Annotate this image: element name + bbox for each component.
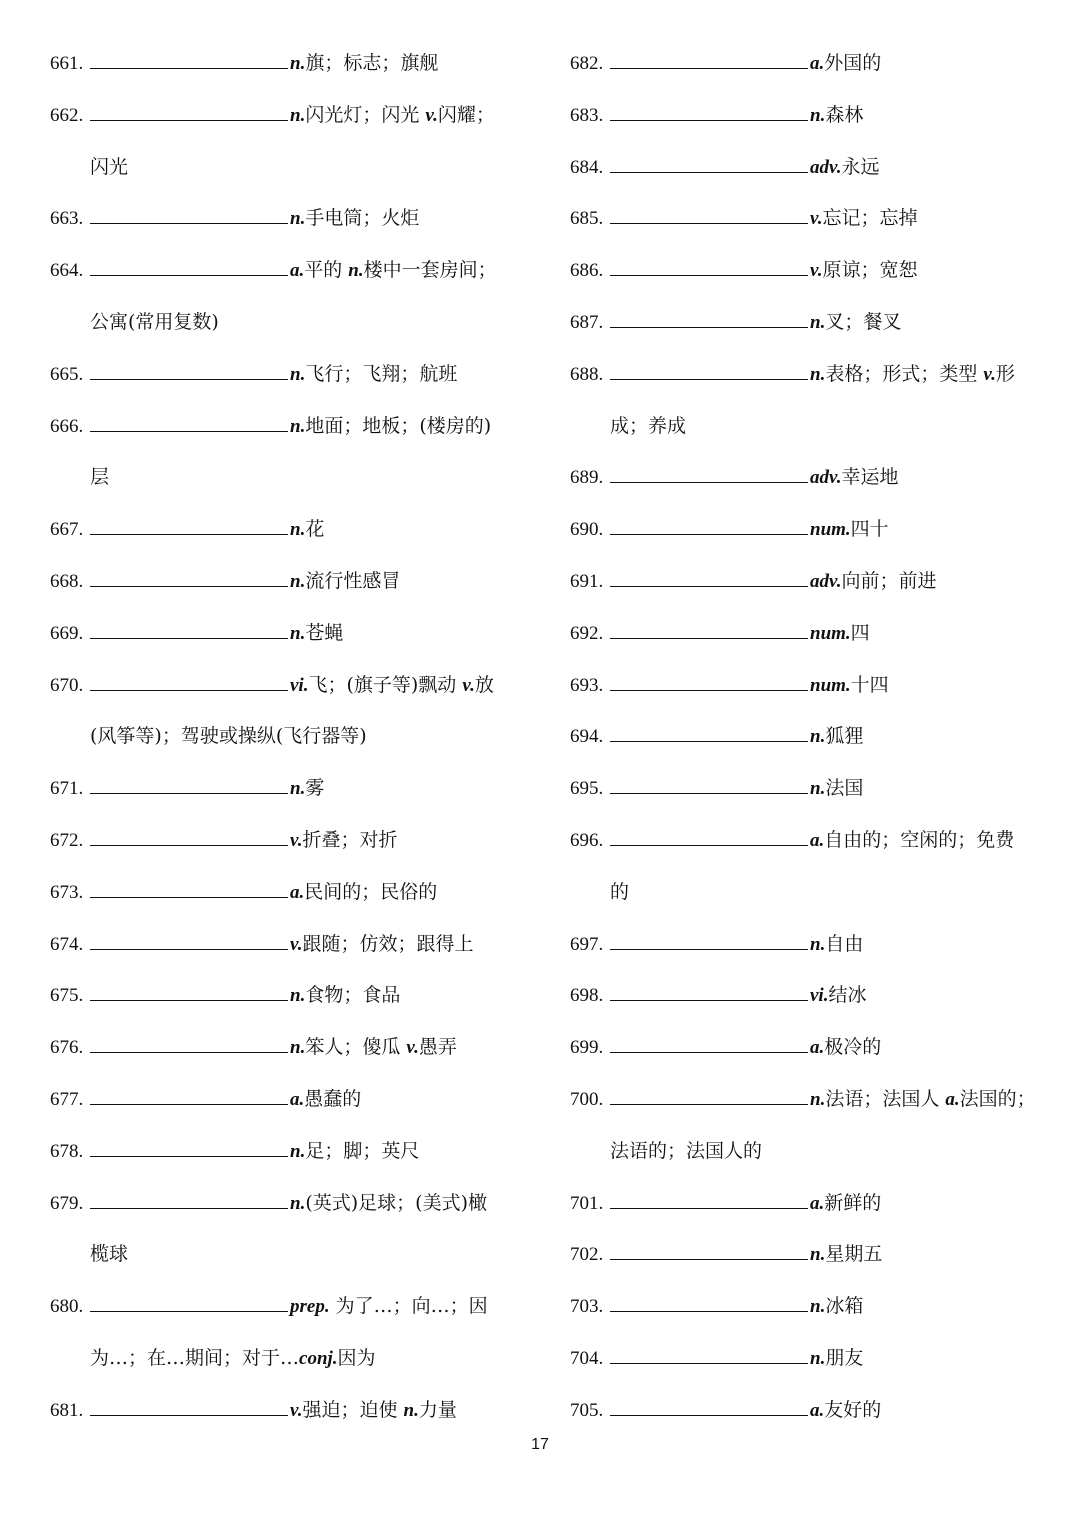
answer-blank[interactable] — [610, 775, 808, 794]
definition-text: 成；养成 — [610, 414, 687, 437]
vocab-entry — [570, 1385, 1050, 1437]
definition-text: 强迫；迫使 — [302, 1398, 404, 1421]
part-of-speech: adv. — [810, 156, 842, 178]
entry-number: 676. — [50, 1037, 84, 1059]
definition-text: 法语的；法国人的 — [610, 1139, 763, 1162]
entry-number: 680. — [50, 1296, 84, 1318]
entry-number: 698. — [570, 985, 604, 1007]
definition-text: 新鲜的 — [824, 1191, 882, 1214]
vocab-entry — [570, 349, 1050, 401]
answer-blank[interactable] — [610, 257, 808, 276]
answer-blank[interactable] — [90, 620, 288, 639]
part-of-speech: n. — [290, 1037, 306, 1059]
right-column — [570, 38, 1050, 1437]
entry-number: 672. — [50, 829, 84, 851]
vocab-entry — [570, 245, 1050, 297]
part-of-speech: n. — [290, 778, 306, 800]
answer-blank[interactable] — [90, 1034, 288, 1053]
definition-text: 楼中一套房间； — [363, 259, 497, 282]
part-of-speech: n. — [810, 778, 826, 800]
part-of-speech: num. — [810, 674, 851, 696]
answer-blank[interactable] — [610, 931, 808, 950]
part-of-speech: a. — [810, 1192, 825, 1214]
part-of-speech: v. — [290, 829, 303, 851]
part-of-speech: n. — [810, 363, 826, 385]
entry-number: 682. — [570, 53, 604, 74]
answer-blank[interactable] — [610, 1241, 808, 1260]
entry-continuation — [50, 452, 530, 504]
vocab-entry — [50, 349, 530, 401]
vocab-entry — [570, 556, 1050, 608]
definition-text: 榄球 — [90, 1243, 129, 1266]
part-of-speech: n. — [810, 1296, 826, 1318]
answer-blank[interactable] — [610, 516, 808, 535]
vocab-entry — [50, 38, 530, 90]
vocab-entry — [570, 1281, 1050, 1333]
definition-text: 永远 — [841, 155, 880, 178]
definition-text: 幸运地 — [841, 466, 899, 489]
entry-number: 662. — [50, 104, 84, 126]
answer-blank[interactable] — [610, 464, 808, 483]
part-of-speech: v. — [406, 1037, 419, 1059]
entry-continuation — [50, 1333, 530, 1385]
definition-text: 四 — [850, 621, 870, 644]
part-of-speech: a. — [810, 53, 825, 74]
part-of-speech: n. — [810, 104, 826, 126]
vocab-entry — [570, 660, 1050, 712]
vocab-entry — [570, 608, 1050, 660]
entry-number: 704. — [570, 1347, 604, 1369]
vocab-entry — [570, 1074, 1050, 1126]
part-of-speech: v. — [290, 933, 303, 955]
part-of-speech: n. — [810, 1347, 826, 1369]
entry-number: 668. — [50, 570, 84, 592]
part-of-speech: n. — [290, 622, 306, 644]
vocab-entry — [570, 38, 1050, 90]
entry-number: 681. — [50, 1399, 84, 1421]
vocab-entry — [50, 1074, 530, 1126]
definition-text: 法国 — [825, 777, 864, 800]
part-of-speech: n. — [290, 519, 306, 541]
entry-number: 670. — [50, 674, 84, 696]
answer-blank[interactable] — [90, 1086, 288, 1105]
entry-number: 678. — [50, 1140, 84, 1162]
entry-continuation — [50, 1229, 530, 1281]
part-of-speech: n. — [810, 1244, 826, 1266]
entry-number: 686. — [570, 260, 604, 282]
part-of-speech: a. — [945, 1088, 960, 1110]
definition-text: 流行性感冒 — [305, 569, 401, 592]
vocab-entry — [50, 763, 530, 815]
answer-blank[interactable] — [610, 827, 808, 846]
part-of-speech: prep. — [290, 1296, 330, 1318]
definition-text: 层 — [90, 466, 110, 489]
answer-blank[interactable] — [610, 309, 808, 328]
answer-blank[interactable] — [610, 1086, 808, 1105]
entry-continuation — [570, 867, 1050, 919]
entry-number: 690. — [570, 519, 604, 541]
entry-number: 679. — [50, 1192, 84, 1214]
entry-number: 664. — [50, 260, 84, 282]
answer-blank[interactable] — [610, 1397, 808, 1416]
entry-number: 692. — [570, 622, 604, 644]
entry-number: 705. — [570, 1399, 604, 1421]
definition-text: 原谅；宽恕 — [822, 259, 918, 282]
part-of-speech: n. — [290, 1192, 306, 1214]
part-of-speech: vi. — [290, 674, 309, 696]
vocab-entry — [570, 1333, 1050, 1385]
part-of-speech: n. — [290, 104, 306, 126]
part-of-speech: a. — [810, 1037, 825, 1059]
definition-text: 为了…；向…；因 — [329, 1295, 488, 1318]
definition-text: 飞行；飞翔；航班 — [305, 362, 458, 385]
answer-blank[interactable] — [90, 205, 288, 224]
answer-blank[interactable] — [610, 723, 808, 742]
part-of-speech: vi. — [810, 985, 829, 1007]
entry-number: 703. — [570, 1296, 604, 1318]
part-of-speech: num. — [810, 622, 851, 644]
definition-text: 平的 — [304, 259, 349, 282]
vocab-entry — [570, 970, 1050, 1022]
part-of-speech: n. — [810, 726, 826, 748]
vocab-entry — [50, 401, 530, 453]
answer-blank[interactable] — [90, 982, 288, 1001]
vocab-entry — [570, 452, 1050, 504]
vocab-entry — [50, 504, 530, 556]
definition-text: 极冷的 — [824, 1036, 882, 1059]
part-of-speech: n. — [403, 1399, 419, 1421]
definition-text: 公寓(常用复数) — [90, 310, 219, 333]
definition-text: 冰箱 — [825, 1295, 864, 1318]
answer-blank[interactable] — [90, 775, 288, 794]
part-of-speech: v. — [425, 104, 438, 126]
part-of-speech: n. — [290, 208, 306, 230]
entry-continuation — [570, 1126, 1050, 1178]
entry-number: 663. — [50, 208, 84, 230]
definition-text: 自由 — [825, 932, 864, 955]
answer-blank[interactable] — [90, 827, 288, 846]
answer-blank[interactable] — [610, 1034, 808, 1053]
part-of-speech: a. — [290, 1088, 305, 1110]
vocab-entry — [570, 193, 1050, 245]
part-of-speech: n. — [290, 53, 306, 74]
definition-text: 闪耀； — [437, 103, 495, 126]
answer-blank[interactable] — [610, 982, 808, 1001]
vocab-entry — [50, 1022, 530, 1074]
answer-blank[interactable] — [610, 620, 808, 639]
answer-blank[interactable] — [90, 568, 288, 587]
answer-blank[interactable] — [90, 102, 288, 121]
definition-text: 森林 — [825, 103, 864, 126]
answer-blank[interactable] — [610, 1345, 808, 1364]
vocab-entry — [50, 970, 530, 1022]
vocab-entry — [50, 90, 530, 142]
part-of-speech: v. — [983, 363, 996, 385]
entry-number: 702. — [570, 1244, 604, 1266]
definition-text: 闪光灯；闪光 — [305, 103, 426, 126]
vocab-entry — [570, 142, 1050, 194]
entry-number: 685. — [570, 208, 604, 230]
definition-text: 跟随；仿效；跟得上 — [302, 932, 474, 955]
answer-blank[interactable] — [90, 1190, 288, 1209]
definition-text: 愚蠢的 — [304, 1087, 362, 1110]
vocab-entry — [50, 919, 530, 971]
definition-text: 足；脚；英尺 — [305, 1139, 420, 1162]
definition-text: 自由的；空闲的；免费 — [824, 828, 1015, 851]
answer-blank[interactable] — [90, 879, 288, 898]
vocab-entry — [50, 1126, 530, 1178]
vocab-entry — [570, 1229, 1050, 1281]
part-of-speech: a. — [810, 829, 825, 851]
entry-number: 696. — [570, 829, 604, 851]
definition-text: 食物；食品 — [305, 984, 401, 1007]
definition-text: 朋友 — [825, 1346, 864, 1369]
entry-number: 697. — [570, 933, 604, 955]
definition-text: 叉；餐叉 — [825, 310, 902, 333]
answer-blank[interactable] — [610, 1293, 808, 1312]
definition-text: 雾 — [305, 777, 325, 800]
part-of-speech: num. — [810, 519, 851, 541]
definition-text: 笨人；傻瓜 — [305, 1036, 407, 1059]
entry-number: 669. — [50, 622, 84, 644]
vocab-entry — [50, 1281, 530, 1333]
definition-text: 愚弄 — [418, 1036, 457, 1059]
part-of-speech: n. — [810, 1088, 826, 1110]
entry-number: 667. — [50, 519, 84, 541]
vocab-entry — [50, 1178, 530, 1230]
answer-blank[interactable] — [610, 361, 808, 380]
part-of-speech: n. — [290, 1140, 306, 1162]
part-of-speech: v. — [290, 1399, 303, 1421]
vocab-entry — [570, 763, 1050, 815]
definition-text: 外国的 — [824, 52, 882, 74]
entry-number: 691. — [570, 570, 604, 592]
definition-text: 友好的 — [824, 1398, 882, 1421]
entry-number: 684. — [570, 156, 604, 178]
entry-continuation — [50, 711, 530, 763]
part-of-speech: v. — [810, 208, 823, 230]
answer-blank[interactable] — [610, 568, 808, 587]
part-of-speech: a. — [290, 881, 305, 903]
definition-text: 折叠；对折 — [302, 828, 398, 851]
part-of-speech: adv. — [810, 570, 842, 592]
answer-blank[interactable] — [610, 1190, 808, 1209]
part-of-speech: n. — [290, 985, 306, 1007]
definition-text: 向前；前进 — [841, 569, 937, 592]
entry-number: 666. — [50, 415, 84, 437]
definition-text: 十四 — [850, 673, 889, 696]
vocab-entry — [50, 245, 530, 297]
part-of-speech: v. — [462, 674, 475, 696]
part-of-speech: adv. — [810, 467, 842, 489]
definition-text: 闪光 — [90, 155, 129, 178]
definition-text: 四十 — [850, 518, 889, 541]
part-of-speech: v. — [810, 260, 823, 282]
answer-blank[interactable] — [90, 1138, 288, 1157]
part-of-speech: a. — [810, 1399, 825, 1421]
definition-text: 飞；(旗子等)飘动 — [308, 673, 463, 696]
definition-text: 地面；地板；(楼房的) — [305, 414, 492, 437]
vocab-entry — [50, 660, 530, 712]
vocab-entry — [50, 608, 530, 660]
definition-text: 为…；在…期间；对于… — [90, 1346, 300, 1369]
answer-blank[interactable] — [90, 931, 288, 950]
part-of-speech: n. — [290, 570, 306, 592]
entry-number: 694. — [570, 726, 604, 748]
answer-blank[interactable] — [90, 50, 288, 69]
entry-number: 701. — [570, 1192, 604, 1214]
entry-number: 677. — [50, 1088, 84, 1110]
answer-blank[interactable] — [610, 50, 808, 69]
vocab-entry — [570, 1178, 1050, 1230]
definition-text: 苍蝇 — [305, 621, 344, 644]
definition-text: 手电筒；火炬 — [305, 207, 420, 230]
entry-continuation — [570, 401, 1050, 453]
vocab-entry — [570, 297, 1050, 349]
entry-number: 683. — [570, 104, 604, 126]
entry-number: 671. — [50, 778, 84, 800]
vocab-entry — [570, 919, 1050, 971]
definition-text: 力量 — [418, 1398, 457, 1421]
definition-text: 忘记；忘掉 — [822, 207, 918, 230]
part-of-speech: n. — [810, 311, 826, 333]
entry-number: 687. — [570, 311, 604, 333]
entry-continuation — [50, 142, 530, 194]
answer-blank[interactable] — [90, 1293, 288, 1312]
definition-text: 星期五 — [825, 1243, 883, 1266]
part-of-speech: n. — [290, 363, 306, 385]
vocab-entry — [50, 556, 530, 608]
entry-number: 675. — [50, 985, 84, 1007]
answer-blank[interactable] — [610, 102, 808, 121]
entry-number: 673. — [50, 881, 84, 903]
vocab-entry — [570, 815, 1050, 867]
definition-text: (英式)足球；(美式)橄 — [305, 1191, 487, 1214]
part-of-speech: n. — [290, 415, 306, 437]
definition-text: 狐狸 — [825, 725, 864, 748]
part-of-speech: n. — [348, 260, 364, 282]
vocab-entry — [570, 90, 1050, 142]
entry-number: 689. — [570, 467, 604, 489]
definition-text: 形 — [995, 362, 1015, 385]
part-of-speech: conj. — [299, 1347, 338, 1369]
vocab-entry — [50, 867, 530, 919]
entry-number: 665. — [50, 363, 84, 385]
answer-blank[interactable] — [610, 154, 808, 173]
entry-number: 699. — [570, 1037, 604, 1059]
definition-text: (风筝等)；驾驶或操纵(飞行器等) — [90, 725, 367, 748]
answer-blank[interactable] — [610, 672, 808, 691]
entry-continuation — [50, 297, 530, 349]
page-number: 17 — [531, 1436, 549, 1453]
vocab-entry — [50, 1385, 530, 1437]
answer-blank[interactable] — [610, 205, 808, 224]
answer-blank[interactable] — [90, 672, 288, 691]
part-of-speech: a. — [290, 260, 305, 282]
entry-number: 695. — [570, 778, 604, 800]
definition-text: 表格；形式；类型 — [825, 362, 984, 385]
vocab-entry — [50, 193, 530, 245]
entry-number: 693. — [570, 674, 604, 696]
definition-text: 法语；法国人 — [825, 1087, 946, 1110]
vocab-entry — [570, 711, 1050, 763]
definition-text: 花 — [305, 518, 325, 541]
entry-number: 674. — [50, 933, 84, 955]
answer-blank[interactable] — [90, 516, 288, 535]
vocab-entry — [570, 1022, 1050, 1074]
vocab-entry — [50, 815, 530, 867]
definition-text: 结冰 — [828, 984, 867, 1007]
entry-number: 688. — [570, 363, 604, 385]
vocab-entry — [570, 504, 1050, 556]
definition-text: 民间的；民俗的 — [304, 880, 438, 903]
answer-blank[interactable] — [90, 1397, 288, 1416]
left-column — [50, 38, 530, 1437]
definition-text: 旗；标志；旗舰 — [305, 52, 439, 74]
definition-text: 法国的； — [959, 1087, 1036, 1110]
answer-blank[interactable] — [90, 361, 288, 380]
definition-text: 因为 — [337, 1346, 376, 1369]
answer-blank[interactable] — [90, 257, 288, 276]
answer-blank[interactable] — [90, 413, 288, 432]
definition-text: 的 — [610, 880, 630, 903]
entry-number: 700. — [570, 1088, 604, 1110]
definition-text: 放 — [474, 673, 494, 696]
part-of-speech: n. — [810, 933, 826, 955]
entry-number: 661. — [50, 53, 84, 74]
